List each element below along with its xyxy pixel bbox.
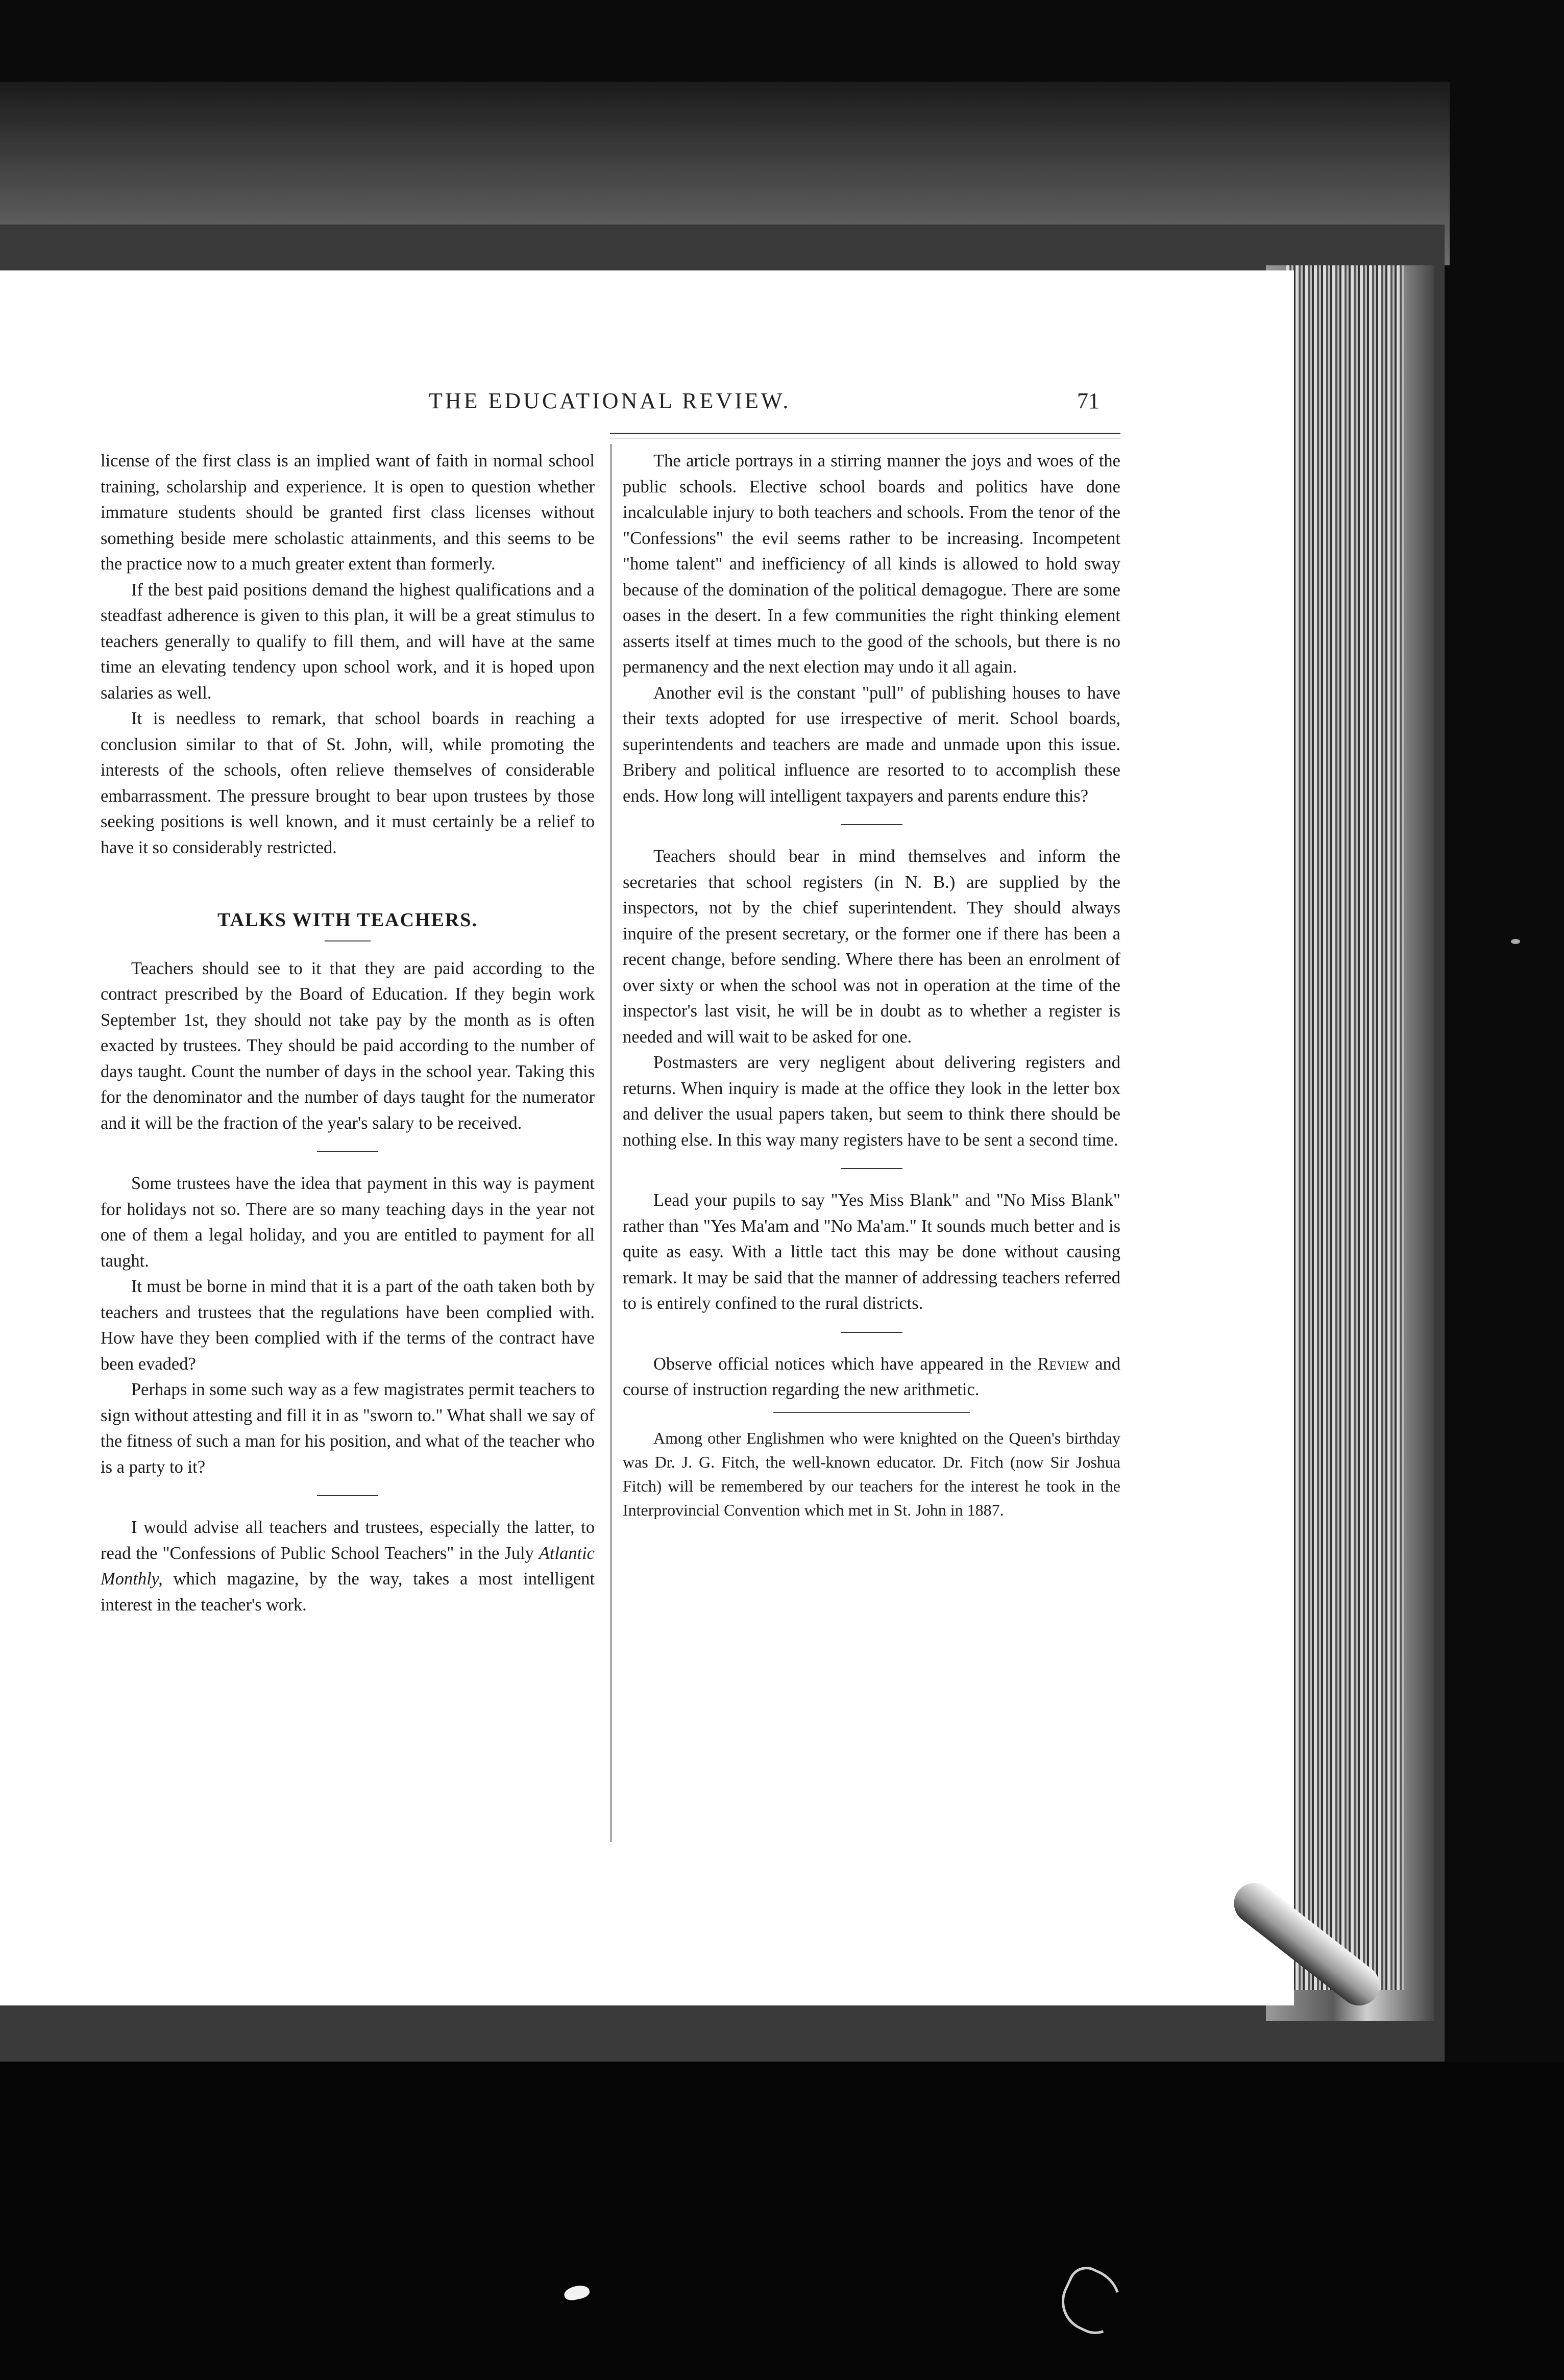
paragraph: Lead your pupils to say "Yes Miss Blank" and "No Miss Blank" rather than "Yes Ma'am and "No Ma'am." It sounds much better and is quite as easy. With a little tact this may be done without causing remark. It may be said that the manner of addressing teachers referred to is entirely confined to the rural districts. <box>623 1191 1120 1313</box>
separator-rule <box>841 1332 902 1333</box>
paragraph: Perhaps in some such way as a few magistrates permit teachers to sign without attesting and fill it in as "sworn to." What shall we say of the fitness of such a man for his position, and what of the teacher who is a party to it? <box>101 1380 595 1477</box>
header-rule <box>610 433 1120 434</box>
right-column <box>623 448 1120 1522</box>
review-name: Review <box>1037 1354 1089 1374</box>
paragraph <box>623 1351 1120 1403</box>
paragraph: license of the first class is an implied want of faith in normal school training, scholarship and experience. It is open to question whether immature students should be granted first class licenses without something beside mere scholastic attainments, and this seems to be the practice now to a much greater extent than formerly. <box>101 451 595 574</box>
paragraph: Postmasters are very negligent about delivering registers and returns. When inquiry is made at the office they look in the letter box and deliver the usual papers taken, but seem to think there should be nothing else. In this way many registers have to be sent a second time. <box>623 1053 1120 1150</box>
paragraph: Among other Englishmen who were knighted on the Queen's birthday was Dr. J. G. Fitch, the well-known educator. Dr. Fitch (now Sir Joshua Fitch) will be remembered by our teachers for the interest he took in the Interprovincial Convention which met in St. John in 1887. <box>623 1428 1120 1519</box>
page-number: 71 <box>1077 388 1099 413</box>
paragraph <box>101 1515 595 1618</box>
running-head <box>77 388 1118 418</box>
paragraph: It is needless to remark, that school boards in reaching a conclusion similar to that of St. John, will, while promoting the interests of the schools, often relieve themselves of considerable embarrassment. The pressure brought to bear upon trustees by those seeking positions is well known, and it must certainly be a relief to have it so considerably restricted. <box>101 709 595 857</box>
separator-rule <box>317 1151 378 1152</box>
paragraph: Teachers should see to it that they are paid according to the contract prescribed by the Board of Education. If they begin work September 1st, they should not take pay by the month as is often exacted by trustees. They should be paid according to the number of days taught. Count the number of days in the school year. Taking this for the denominator and the number of days taught for the numerator and it will be the fraction of the year's salary to be received. <box>101 958 595 1133</box>
paragraph-text: I would advise all teachers and trustees, especially the latter, to read the "Confessions of Public School Teachers" in the July <box>101 1518 595 1563</box>
paragraph: Some trustees have the idea that payment in this way is payment for holidays not so. There are so many teaching days in the year not one of them a legal holiday, and you are entitled to payment for all taught. <box>101 1174 595 1271</box>
magazine-title: Atlantic Monthly, <box>101 1543 595 1589</box>
separator-rule-long <box>773 1412 970 1413</box>
book-page-edges <box>1286 265 1404 1990</box>
left-column <box>101 448 595 1618</box>
column-divider <box>610 444 612 1842</box>
journal-title: THE EDUCATIONAL REVIEW. <box>429 388 791 413</box>
scan-background-bottom <box>0 2062 1564 2380</box>
paragraph-text: which magazine, by the way, takes a most intelligent interest in the teacher's work. <box>101 1569 595 1615</box>
section-heading: TALKS WITH TEACHERS. <box>217 909 478 931</box>
paragraph-text: and course of instruction regarding the new arithmetic. <box>623 1354 1120 1399</box>
separator-rule <box>317 1495 378 1496</box>
separator-rule <box>841 1168 902 1169</box>
paragraph-text: Observe official notices which have appeared in the <box>653 1354 1038 1374</box>
paragraph: Another evil is the constant "pull" of publishing houses to have their texts adopted for use irrespective of merit. School boards, superintendents and teachers are made and unmade upon this issue. Bribery and political influence are resorted to to accomplish these ends. How long will intelligent taxpayers and parents endure this? <box>623 683 1120 806</box>
heading-rule <box>325 940 371 941</box>
paragraph: Teachers should bear in mind themselves and inform the secretaries that school registers (in N. B.) are supplied by the inspectors, not by the chief superintendent. They should always inquire of the present secretary, or the former one if there has been a recent change, before sending. Where there has been an enrolment of over sixty or when the school was not in operation at the time of the inspector's last visit, he will be in doubt as to whether a register is needed and will wait to be asked for one. <box>623 847 1120 1047</box>
dust-speck <box>1511 939 1520 944</box>
paragraph: It must be borne in mind that it is a part of the oath taken both by teachers and trustees that the regulations have been complied with. How have they been complied with if the terms of the contract have been evaded? <box>101 1277 595 1374</box>
paragraph: If the best paid positions demand the highest qualifications and a steadfast adherence is given to this plan, it will be a great stimulus to teachers generally to qualify to fill them, and will have at the same time an elevating tendency upon school work, and it is hoped upon salaries as well. <box>101 580 595 703</box>
separator-rule <box>841 824 902 825</box>
paragraph: The article portrays in a stirring manner the joys and woes of the public schools. Elective school boards and politics have done incalculable injury to both teachers and schools. From the tenor of the "Confessions" the evil seems rather to be increasing. Incompetent "home talent" and inefficiency of all kinds is allowed to hold sway because of the domination of the political demagogue. There are some oases in the desert. In a few communities the right thinking element asserts itself at times much to the good of the schools, but there is no permanency and the next election may undo it all again. <box>623 451 1120 677</box>
